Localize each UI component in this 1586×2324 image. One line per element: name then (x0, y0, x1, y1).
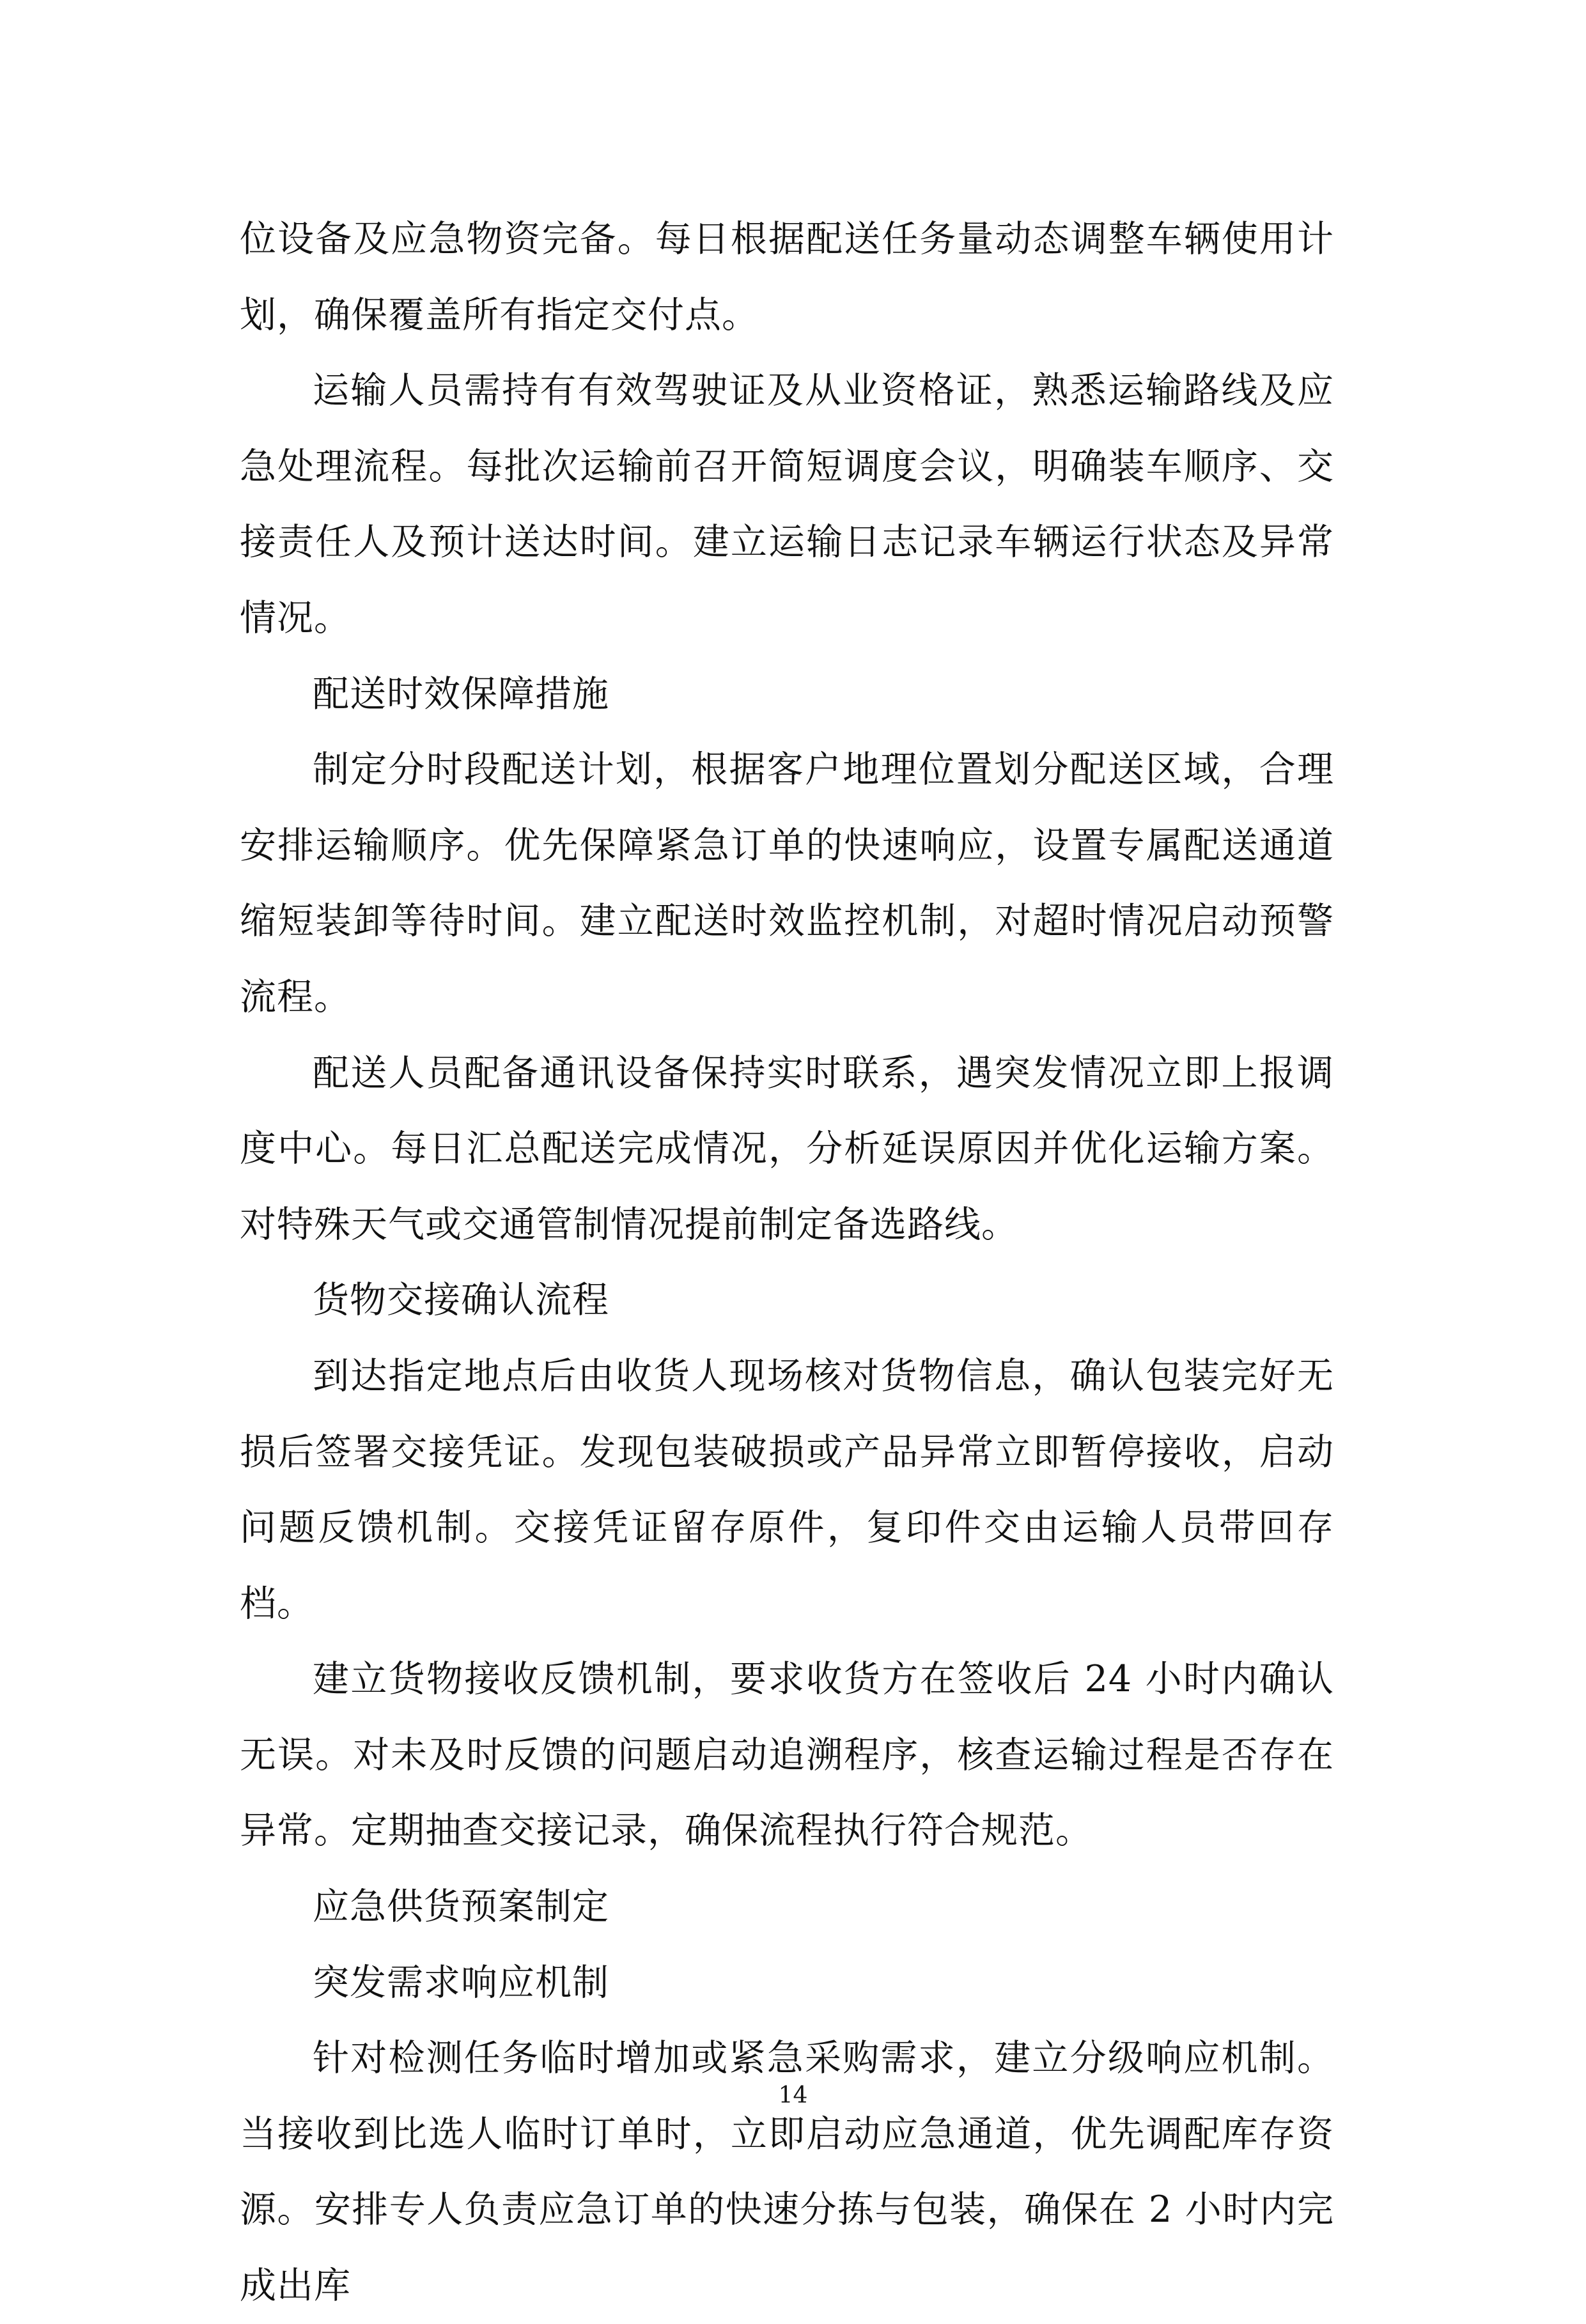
section-heading: 配送时效保障措施 (313, 672, 609, 715)
page-number: 14 (778, 2082, 808, 2109)
paragraph: 到达指定地点后由收货人现场核对货物信息，确认包装完好无损后签署交接凭证。发现包装破损或产品异常立即暂停接收，启动问题反馈机制。交接凭证留存原件，复印件交由运输人员带回存档。 (240, 1354, 1334, 1625)
document-body (240, 201, 1334, 2324)
subsection-heading: 突发需求响应机制 (313, 1961, 609, 2004)
paragraph: 制定分时段配送计划，根据客户地理位置划分配送区域，合理安排运输顺序。优先保障紧急订单的快速响应，设置专属配送通道缩短装卸等待时间。建立配送时效监控机制，对超时情况启动预警流程。 (240, 748, 1334, 1018)
paragraph: 配送人员配备通讯设备保持实时联系，遇突发情况立即上报调度中心。每日汇总配送完成情况，分析延误原因并优化运输方案。对特殊天气或交通管制情况提前制定备选路线。 (240, 1051, 1334, 1246)
section-heading: 货物交接确认流程 (313, 1279, 609, 1322)
section-heading: 应急供货预案制定 (313, 1886, 609, 1928)
paragraph: 运输人员需持有有效驾驶证及从业资格证，熟悉运输路线及应急处理流程。每批次运输前召开简短调度会议，明确装车顺序、交接责任人及预计送达时间。建立运输日志记录车辆运行状态及异常情况。 (240, 369, 1334, 639)
paragraph: 建立货物接收反馈机制，要求收货方在签收后 24 小时内确认无误。对未及时反馈的问题启动追溯程序，核查运输过程是否存在异常。定期抽查交接记录，确保流程执行符合规范。 (240, 1658, 1334, 1852)
paragraph: 针对检测任务临时增加或紧急采购需求，建立分级响应机制。当接收到比选人临时订单时，立即启动应急通道，优先调配库存资源。安排专人负责应急订单的快速分拣与包装，确保在 2 小时内完成出库 (240, 2037, 1334, 2307)
paragraph: 位设备及应急物资完备。每日根据配送任务量动态调整车辆使用计划，确保覆盖所有指定交付点。 (240, 218, 1334, 336)
